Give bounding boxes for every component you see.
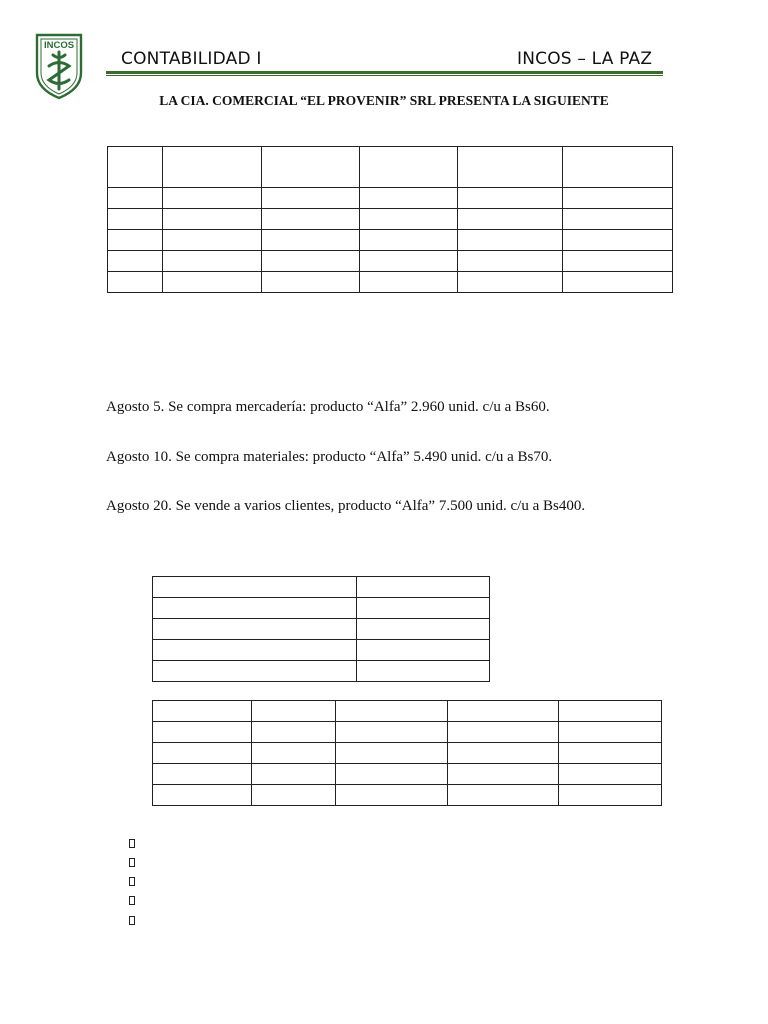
placeholder-box-icon [129, 877, 135, 886]
transaction-line: Agosto 10. Se compra materiales: producto “Alfa” 5.490 unid. c/u a Bs70. [106, 449, 553, 465]
table-row [108, 272, 673, 293]
document-subtitle: LA CIA. COMERCIAL “EL PROVENIR” SRL PRESENTA LA SIGUIENTE [159, 93, 609, 108]
transaction-line: Agosto 20. Se vende a varios clientes, producto “Alfa” 7.500 unid. c/u a Bs400. [106, 498, 586, 514]
table-one [107, 146, 673, 293]
table-row [108, 147, 673, 188]
placeholder-box-icon [129, 858, 135, 867]
placeholder-box-icon [129, 916, 135, 925]
header-rule [106, 71, 663, 74]
table-row [153, 577, 490, 598]
transaction-line: Agosto 5. Se compra mercadería: producto “Alfa” 2.960 unid. c/u a Bs60. [106, 399, 550, 415]
table-row [153, 785, 662, 806]
table-row [153, 722, 662, 743]
placeholder-box-icon [129, 839, 135, 848]
incos-logo [34, 33, 84, 100]
header-course-title: CONTABILIDAD I [121, 49, 262, 69]
table-row [108, 209, 673, 230]
table-row [153, 598, 490, 619]
table-row [108, 230, 673, 251]
header-rule-thin [106, 75, 663, 76]
table-row [108, 251, 673, 272]
placeholder-box-icon [129, 896, 135, 905]
table-row [108, 188, 673, 209]
table-row [153, 661, 490, 682]
table-two [152, 576, 490, 682]
table-row [153, 619, 490, 640]
table-row [153, 640, 490, 661]
table-row [153, 764, 662, 785]
logo-text: INCOS [43, 40, 75, 51]
table-row [153, 743, 662, 764]
table-row [153, 701, 662, 722]
table-three [152, 700, 662, 806]
header-institution: INCOS – LA PAZ [517, 49, 653, 69]
